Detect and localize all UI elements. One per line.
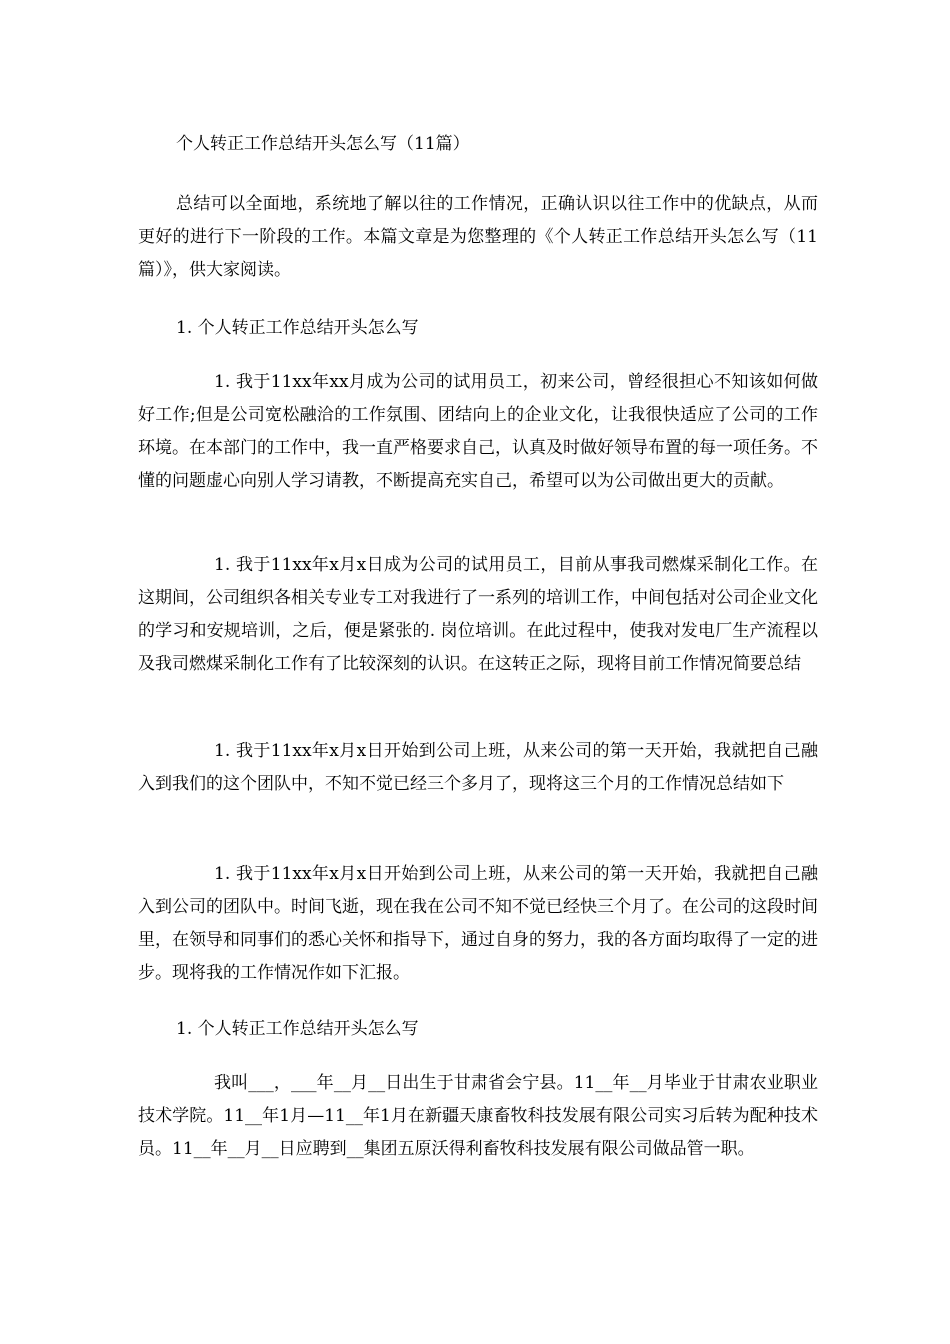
document-title: 个人转正工作总结开头怎么写（11篇） <box>176 134 470 154</box>
section-heading-1: 1. 个人转正工作总结开头怎么写 <box>176 318 419 338</box>
final-paragraph: 我叫___，___年__月__日出生于甘肃省会宁县。11__年__月毕业于甘肃农业职业技术学院。11__年1月—11__年1月在新疆天康畜牧科技发展有限公司实习后转为配种技术员。11__年__月__日应聘到__集团五原沃得利畜牧科技发展有限公司做品管一职。 <box>138 1073 818 1159</box>
body-paragraph-2: 1. 我于11xx年x月x日成为公司的试用员工，目前从事我司燃煤采制化工作。在这期间，公司组织各相关专业专工对我进行了一系列的培训工作，中间包括对公司企业文化的学习和安规培训，之后，便是紧张的. 岗位培训。在此过程中，使我对发电厂生产流程以及我司燃煤采制化工作有了比较深刻的认识。在这转正之际，现将目前工作情况简要总结 <box>138 555 818 674</box>
body-paragraph-1: 1. 我于11xx年xx月成为公司的试用员工，初来公司，曾经很担心不知该如何做好工作;但是公司宽松融洽的工作氛围、团结向上的企业文化，让我很快适应了公司的工作环境。在本部门的工作中，我一直严格要求自己，认真及时做好领导布置的每一项任务。不懂的问题虚心向别人学习请教，不断提高充实自己，希望可以为公司做出更大的贡献。 <box>138 372 818 491</box>
intro-paragraph: 总结可以全面地，系统地了解以往的工作情况，正确认识以往工作中的优缺点，从而更好的进行下一阶段的工作。本篇文章是为您整理的《个人转正工作总结开头怎么写（11篇）》，供大家阅读。 <box>138 194 818 280</box>
body-paragraph-4: 1. 我于11xx年x月x日开始到公司上班，从来公司的第一天开始，我就把自己融入到公司的团队中。时间飞逝，现在我在公司不知不觉已经快三个月了。在公司的这段时间里，在领导和同事们的悉心关怀和指导下，通过自身的努力，我的各方面均取得了一定的进步。现将我的工作情况作如下汇报。 <box>138 864 818 983</box>
section-heading-2: 1. 个人转正工作总结开头怎么写 <box>176 1019 419 1039</box>
body-paragraph-3: 1. 我于11xx年x月x日开始到公司上班，从来公司的第一天开始，我就把自己融入到我们的这个团队中，不知不觉已经三个多月了，现将这三个月的工作情况总结如下 <box>138 741 818 794</box>
